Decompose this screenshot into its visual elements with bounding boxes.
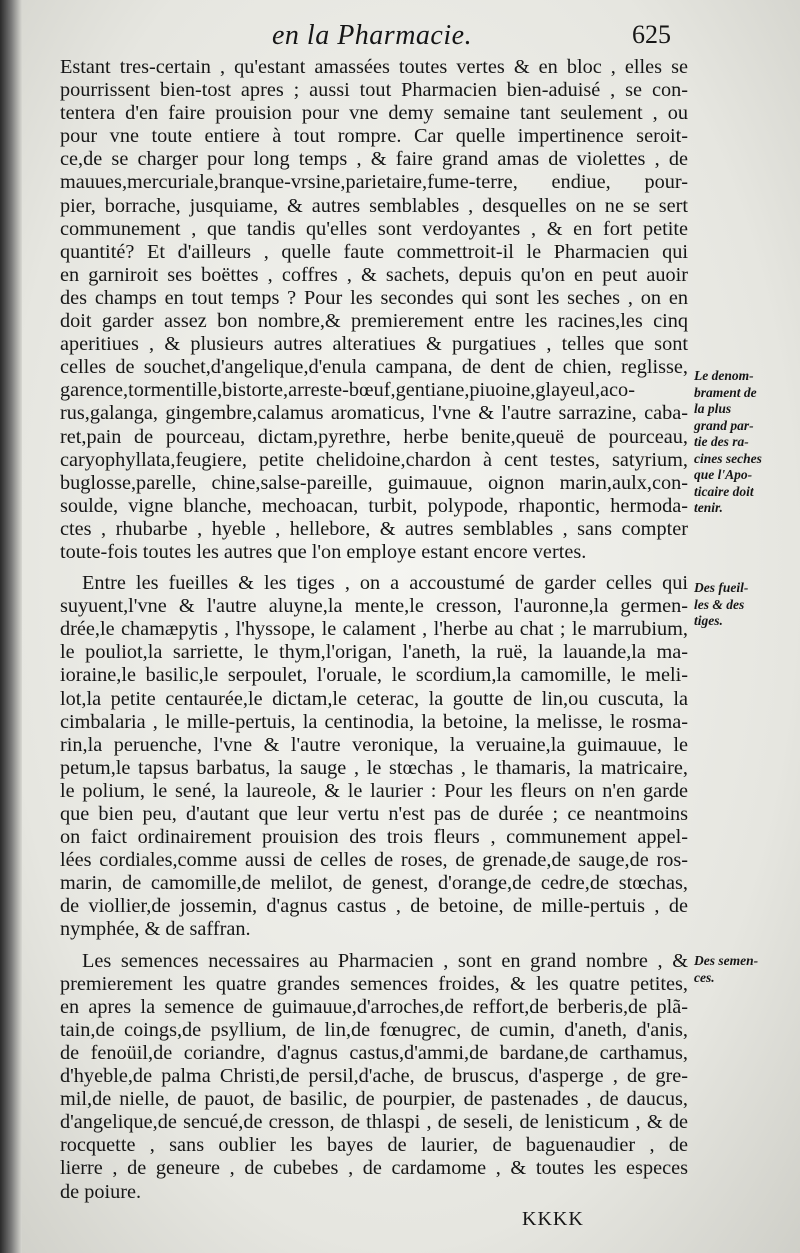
text-line: pier, borrache, jusquiame, & autres semblables , desquelles on ne se sert — [60, 194, 688, 217]
text-line: que bien peu, d'autant que leur vertu n'est pas de durée ; ce neantmoins — [60, 803, 688, 825]
text-line: ce,de se charger pour long temps , & faire grand amas de violettes , de — [60, 148, 688, 171]
text-line: ctes , rhubarbe , hyeble , hellebore, & autres semblables , sans compter — [60, 517, 688, 540]
text-line: toute-fois toutes les autres que l'on employe estant encore vertes. — [60, 540, 587, 563]
text-line: le polium, le sené, la laureole, & le laurier : Pour les fleurs on n'en garde — [60, 779, 688, 802]
text-line: nymphée, & de saffran. — [60, 918, 251, 941]
text-line: buglosse,parelle, chine,salse-pareille, guimauue, oignon marin,aulx,con- — [60, 471, 688, 494]
margin-note-line: les & des — [694, 596, 745, 612]
text-line: soulde, vigne blanche, mechoacan, turbit, polypode, rhapontic, hermoda- — [60, 494, 688, 517]
text-line: aperitiues , & plusieurs autres alteratiues & purgatiues , telles que sont — [60, 333, 688, 356]
text-line: lées cordiales,comme aussi de celles de roses, de grenade,de sauge,de ros- — [60, 849, 688, 872]
text-line: on faict ordinairement prouision des trois fleurs , communement appel- — [60, 826, 688, 849]
text-line: doit garder assez bon nombre,& premierement entre les racines,les cinq — [60, 310, 688, 333]
margin-note-line: grand par- — [694, 417, 754, 433]
paragraph-seeds — [60, 950, 688, 1204]
text-line: pour vne toute entiere à tout rompre. Car quelle impertinence seroit- — [60, 125, 688, 148]
text-line: d'angelique,de sencué,de cresson, de thlaspi , de seseli, de lenisticum , & de — [60, 1111, 688, 1134]
signature-mark: KKKK — [522, 1208, 584, 1230]
text-line: Estant tres-certain , qu'estant amassées toutes vertes & en bloc , elles se — [60, 56, 688, 78]
margin-note-line: Des semen- — [694, 953, 759, 968]
text-line: lierre , de geneure , de cubebes , de cardamome , & toutes les especes — [60, 1157, 688, 1180]
margin-note-line: cines seches — [694, 450, 762, 466]
text-line: tain,de coings,de psyllium, de lin,de fœnugrec, de cumin, d'aneth, d'anis, — [60, 1018, 688, 1041]
text-line: mauues,mercuriale,branque-vrsine,parietaire,fume-terre, endiue, pour- — [60, 171, 688, 194]
running-head: en la Pharmacie. — [272, 20, 473, 51]
text-line: drée,le chamæpytis , l'hyssope, le calament , l'herbe au chat ; le marrubium, — [60, 618, 688, 641]
text-line: de fenoüil,de coriandre, d'agnus castus,d'ammi,de bardane,de carthamus, — [60, 1041, 688, 1064]
text-line: premierement les quatre grandes semences froides, & les quatre petites, — [60, 972, 688, 995]
margin-note-line: tiges. — [694, 613, 723, 628]
paragraph-roots — [60, 56, 688, 564]
margin-note-line: ces. — [694, 969, 715, 985]
page-gutter-shadow — [0, 0, 22, 1253]
text-line: tentera d'en faire prouision pour vne demy semaine tant seulement , ou — [60, 102, 688, 125]
text-line: d'hyeble,de palma Christi,de persil,d'ache, de bruscus, d'asperge , de gre- — [60, 1065, 688, 1088]
text-line: Les semences necessaires au Pharmacien , sont en grand nombre , & — [82, 949, 688, 972]
page-number: 625 — [632, 20, 671, 49]
text-line: de viollier,de jossemin, d'agnus castus , de betoine, de mille-pertuis , de — [60, 895, 688, 918]
text-line: en garniroit ses boëttes , coffres , & sachets, depuis qu'on en peut auoir — [60, 263, 688, 286]
text-line: cimbalaria , le mille-pertuis, la centinodia, la betoine, la melisse, le rosma- — [60, 710, 688, 733]
text-line: petum,le tapsus barbatus, la sauge , le stœchas , le thamaris, la matricaire, — [60, 756, 688, 779]
text-line: des champs en tout temps ? Pour les secondes qui sont les seches , on en — [60, 286, 688, 309]
text-line: garence,tormentille,bistorte,arreste-bœuf,gentiane,piuoine,glayeul,aco- — [60, 379, 635, 402]
text-line: ioraine,le basilic,le serpoulet, l'oruale, le scordium,la camomille, le meli- — [60, 664, 688, 687]
margin-note-line: la plus — [694, 401, 732, 416]
margin-note-line: Des fueil- — [694, 580, 749, 595]
text-line: celles de souchet,d'angelique,d'enula campana, de dent de chien, reglisse, — [60, 356, 688, 379]
text-line: marin, de camomille,de melilot, de genest, d'orange,de cedre,de stœchas, — [60, 872, 688, 895]
text-line: suyuent,l'vne & l'autre aluyne,la mente,le cresson, l'auronne,la germen- — [60, 595, 688, 618]
margin-note-line: tenir. — [694, 500, 723, 515]
margin-note-seeds — [694, 953, 794, 986]
body-text — [60, 56, 688, 1204]
text-line: lot,la petite centaurée,le dictam,le ceterac, la goutte de lin,ou cuscuta, la — [60, 687, 688, 710]
margin-note-line: Le denom- — [694, 368, 754, 383]
text-line: communement , que tandis qu'elles sont verdoyantes , & en fort petite — [60, 217, 688, 240]
text-line: caryophyllata,feugiere, petite chelidoine,chardon à cent testes, satyrium, — [60, 448, 688, 471]
text-line: quantité? Et d'ailleurs , quelle faute commettroit-il le Pharmacien qui — [60, 240, 688, 263]
text-line: ret,pain de pourceau, dictam,pyrethre, herbe benite,queuë de pourceau, — [60, 425, 688, 448]
margin-note-roots — [694, 368, 794, 517]
margin-note-line: brament de — [694, 384, 757, 400]
text-line: de poiure. — [60, 1180, 142, 1203]
text-line: Entre les fueilles & les tiges , on a accoustumé de garder celles qui — [82, 572, 688, 595]
text-line: le pouliot,la sarriette, le thym,l'origan, l'aneth, la ruë, la lauande,la ma- — [60, 641, 688, 664]
text-line: rocquette , sans oublier les bayes de laurier, de baguenaudier , de — [60, 1134, 688, 1157]
text-line: en apres la semence de guimauue,d'arroches,de reffort,de berberis,de plã- — [60, 995, 688, 1018]
paragraph-leaves-stems — [60, 572, 688, 942]
margin-note-line: que l'Apo- — [694, 467, 753, 482]
margin-note-leaves — [694, 580, 794, 630]
text-line: pourrissent bien-tost apres ; aussi tout Pharmacien bien-aduisé , se con- — [60, 79, 688, 102]
text-line: mil,de nielle, de pauot, de basilic, de pourpier, de pastenades , de daucus, — [60, 1088, 688, 1111]
margin-note-line: ticaire doit — [694, 483, 754, 499]
margin-note-line: tie des ra- — [694, 434, 749, 449]
text-line: rus,galanga, gingembre,calamus aromaticus, l'vne & l'autre sarrazine, caba- — [60, 402, 688, 425]
text-line: rin,la peruenche, l'vne & l'autre veronique, la veruaine,la guimauue, le — [60, 733, 688, 756]
